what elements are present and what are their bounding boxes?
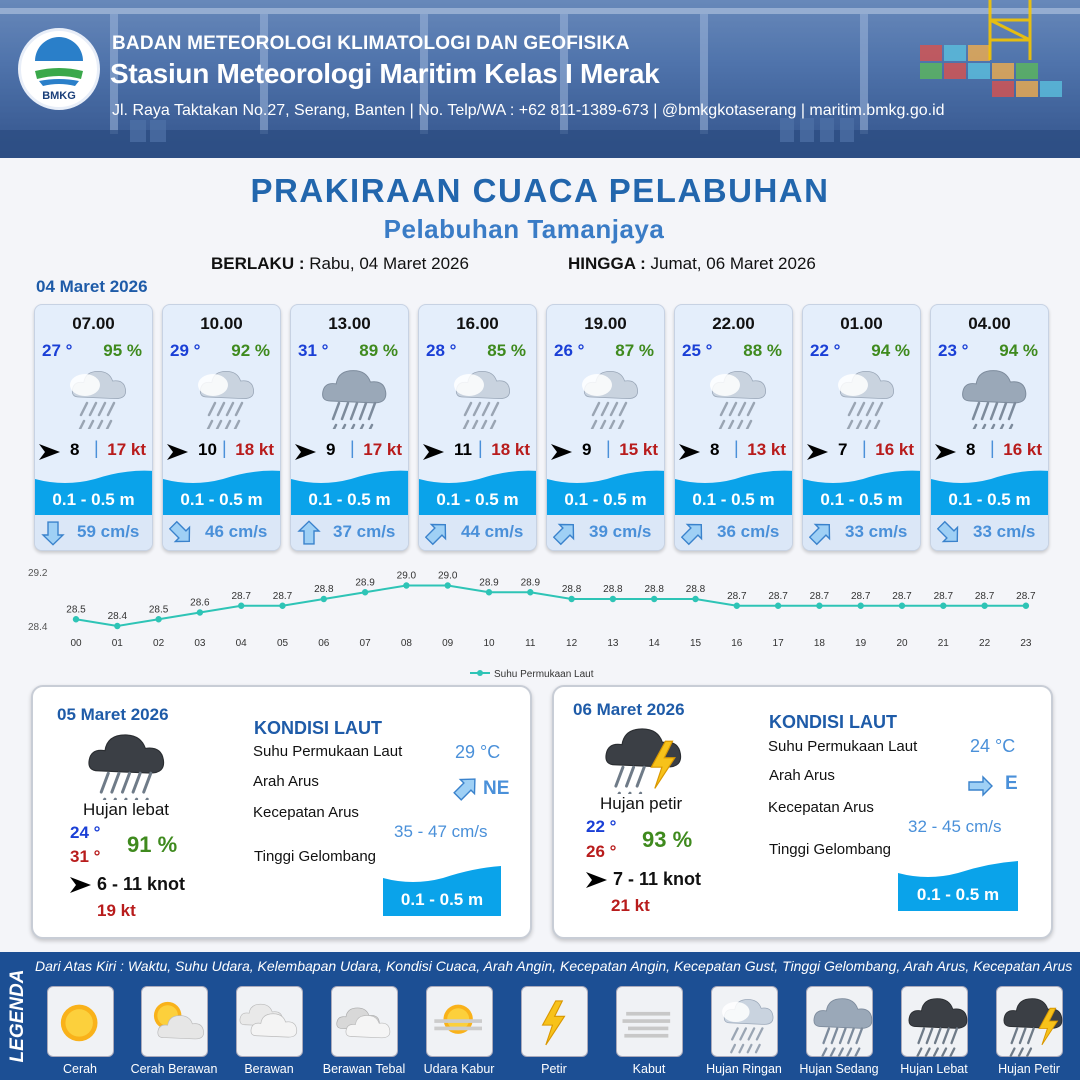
hujan-ringan-icon [827, 363, 899, 429]
legend-label: Hujan Petir [998, 1062, 1060, 1076]
sst-data-label: 28.8 [314, 584, 334, 595]
card-humidity: 94 % [999, 341, 1038, 360]
port-name: Pelabuhan Tamanjaya [383, 214, 665, 244]
legend-item [521, 986, 588, 1057]
card-gust: 17 kt [107, 440, 146, 459]
day3-date: 06 Maret 2026 [573, 700, 685, 719]
sst-data-label: 28.8 [603, 584, 623, 595]
validity-from-label: BERLAKU : [211, 254, 305, 273]
x-tick-label: 23 [1020, 638, 1032, 649]
card-wind-speed: 10 [198, 440, 217, 459]
card-temperature: 25 ° [682, 341, 713, 360]
sst-data-point [155, 616, 161, 622]
sst-data-label: 28.7 [850, 590, 871, 602]
day3-sea-heading: KONDISI LAUT [769, 712, 897, 732]
sst-data-label: 28.7 [974, 590, 995, 602]
card-time: 16.00 [456, 314, 499, 333]
legend-label: Kabut [632, 1062, 666, 1076]
sst-data-label: 28.6 [190, 597, 210, 609]
day3-gust: 21 kt [611, 896, 650, 915]
day2-sea-heading: KONDISI LAUT [254, 718, 382, 738]
org-name: BADAN METEOROLOGI KLIMATOLOGI DAN GEOFISIKA [112, 33, 630, 54]
x-tick-label: 17 [772, 638, 784, 649]
card-wind-speed: 8 [70, 440, 80, 459]
x-tick-label: 01 [111, 638, 123, 649]
day3-humidity: 93 % [642, 827, 693, 852]
x-tick-label: 10 [483, 638, 495, 649]
card-wave-height: 0.1 - 0.5 m [820, 490, 903, 509]
sst-data-label: 28.8 [561, 584, 582, 595]
card-current-speed: 36 cm/s [717, 522, 780, 541]
day2-current-speed-label: Kecepatan Arus [253, 804, 359, 821]
card-time: 10.00 [200, 314, 243, 333]
card-separator: | [350, 438, 355, 458]
card-wave-height: 0.1 - 0.5 m [948, 490, 1031, 509]
legend-item [901, 986, 968, 1057]
legend-item [47, 986, 114, 1057]
card-gust: 18 kt [491, 440, 530, 459]
contact-line: Jl. Raya Taktakan No.27, Serang, Banten | No. Telp/WA : +62 811-1389-673 | @bmkgkotaserang | maritim.bmkg.go.id [112, 102, 945, 119]
day2-tmax: 31 ° [70, 847, 101, 866]
sst-data-point [734, 603, 740, 609]
day3-weather-icon [597, 720, 683, 794]
current-direction-icon [553, 520, 577, 546]
day3-current-dir-icon [966, 774, 994, 798]
card-separator: | [222, 438, 227, 458]
legend-label: Petir [541, 1062, 567, 1076]
forecast-card [290, 304, 409, 551]
wind-direction-icon [551, 442, 573, 462]
day2-condition: Hujan lebat [83, 800, 170, 819]
forecast-card [34, 304, 153, 551]
validity-to-label: HINGGA : [568, 254, 646, 273]
legend-item [711, 986, 778, 1057]
sst-data-label: 28.8 [685, 584, 706, 595]
current-direction-icon [681, 520, 705, 546]
x-tick-label: 21 [937, 638, 949, 649]
day2-wind-direction-icon [70, 876, 92, 894]
card-gust: 16 kt [1003, 440, 1042, 459]
sst-data-label: 28.5 [66, 604, 86, 616]
current-direction-icon [169, 520, 193, 546]
card-separator: | [734, 438, 739, 458]
card-separator: | [478, 438, 483, 458]
cerah-berawan-icon [142, 987, 208, 1057]
sst-data-point [568, 596, 574, 602]
sst-data-point [73, 616, 79, 622]
legend-item [236, 986, 303, 1057]
legend-item [616, 986, 683, 1057]
legend-label: Udara Kabur [423, 1062, 495, 1076]
x-tick-label: 11 [525, 638, 536, 649]
sst-data-label: 28.7 [933, 590, 954, 602]
sst-data-label: 28.7 [727, 590, 747, 602]
day3-sst-value: 24 °C [970, 736, 1016, 756]
card-temperature: 22 ° [810, 341, 841, 360]
day2-sst-label: Suhu Permukaan Laut [253, 743, 403, 760]
card-wind-speed: 9 [326, 440, 336, 459]
udara-kabur-icon [427, 987, 493, 1057]
sst-data-point [1023, 603, 1029, 609]
sst-data-point [486, 589, 492, 595]
svg-text:LEGENDA: LEGENDA [7, 969, 28, 1063]
card-current-speed: 46 cm/s [205, 522, 268, 541]
x-tick-label: 19 [855, 638, 867, 649]
x-tick-label: 16 [731, 638, 743, 649]
legend-swatch-marker [477, 670, 483, 676]
validity-from [211, 254, 469, 274]
forecast-card [546, 304, 665, 551]
card-gust: 15 kt [619, 440, 658, 459]
sst-data-point [775, 603, 781, 609]
legend-label: Berawan Tebal [322, 1062, 406, 1076]
card-wave-height: 0.1 - 0.5 m [564, 490, 647, 509]
card-temperature: 27 ° [42, 341, 73, 360]
x-tick-label: 02 [153, 638, 165, 649]
day2-current-dir-label: Arah Arus [253, 773, 319, 790]
y-tick-label: 28.4 [28, 622, 48, 633]
sst-data-label: 28.7 [1016, 590, 1036, 602]
sst-data-point [899, 603, 905, 609]
sst-data-label: 28.5 [148, 604, 169, 616]
sst-data-label: 28.7 [272, 590, 293, 602]
card-separator: | [862, 438, 867, 458]
wind-direction-icon [167, 442, 189, 462]
day2-wave-value: 0.1 - 0.5 m [400, 890, 484, 909]
x-tick-label: 05 [276, 638, 289, 649]
card-humidity: 92 % [231, 341, 270, 360]
sst-data-label: 28.9 [520, 577, 541, 589]
sst-data-label: 29.0 [437, 570, 458, 582]
current-direction-icon [937, 520, 961, 546]
cerah-icon [48, 987, 114, 1057]
card-separator: | [990, 438, 995, 458]
card-temperature: 29 ° [170, 341, 201, 360]
sst-data-point [610, 596, 616, 602]
x-tick-label: 15 [689, 638, 702, 649]
card-separator: | [94, 438, 99, 458]
day3-wind-speed: 7 - 11 knot [613, 869, 702, 889]
day3-current-dir-label: Arah Arus [769, 767, 835, 784]
sst-data-label: 28.9 [355, 577, 375, 589]
validity-to-value: Jumat, 06 Maret 2026 [650, 254, 816, 273]
sst-data-label: 28.7 [809, 590, 830, 602]
card-time: 19.00 [584, 314, 627, 333]
bmkg-logo [18, 28, 100, 110]
legend-label: Hujan Sedang [799, 1062, 879, 1076]
card-humidity: 88 % [743, 341, 782, 360]
card-temperature: 23 ° [938, 341, 969, 360]
hujan-ringan-icon [712, 987, 778, 1057]
hujan-ringan-icon [699, 363, 771, 429]
sst-data-point [527, 589, 533, 595]
wind-direction-icon [39, 442, 61, 462]
x-tick-label: 00 [70, 638, 82, 649]
card-time: 07.00 [72, 314, 115, 333]
card-wave-height: 0.1 - 0.5 m [436, 490, 519, 509]
day3-wave-label: Tinggi Gelombang [769, 841, 892, 858]
card-current-speed: 33 cm/s [845, 522, 908, 541]
hujan-ringan-icon [59, 363, 131, 429]
legend-item [996, 986, 1063, 1057]
card-wind-speed: 9 [582, 440, 592, 459]
kabut-icon [617, 987, 683, 1057]
legend-label: Hujan Lebat [900, 1062, 968, 1076]
card-wave-height: 0.1 - 0.5 m [308, 490, 391, 509]
hujan-petir-icon [997, 987, 1063, 1057]
hujan-sedang-icon [807, 987, 873, 1057]
forecast-card [802, 304, 921, 551]
sst-data-point [114, 623, 120, 629]
wind-direction-icon [935, 442, 957, 462]
sst-series-line [76, 586, 1026, 627]
berawan-icon [237, 987, 303, 1057]
day2-date: 05 Maret 2026 [57, 705, 169, 724]
legend-item [426, 986, 493, 1057]
card-temperature: 31 ° [298, 341, 329, 360]
legend-description: Dari Atas Kiri : Waktu, Suhu Udara, Kelembapan Udara, Kondisi Cuaca, Arah Angin, Kecepatan Angin, Kecepatan Gust, Tinggi Gelombang, Arah Arus, Kecepatan Arus [35, 958, 1073, 974]
sst-data-label: 28.7 [768, 590, 788, 602]
day2-current-dir-value: NE [483, 778, 510, 799]
day2-wind-speed: 6 - 11 knot [97, 874, 186, 894]
card-current-speed: 37 cm/s [333, 522, 396, 541]
x-tick-label: 13 [607, 638, 619, 649]
svg-text:BMKG: BMKG [42, 90, 76, 102]
card-humidity: 89 % [359, 341, 398, 360]
page-title: PRAKIRAAN CUACA PELABUHAN [250, 172, 830, 209]
day3-current-dir-value: E [1005, 773, 1018, 794]
sst-data-point [197, 609, 203, 615]
day2-weather-icon [80, 726, 166, 800]
day3-wind-direction-icon [586, 871, 608, 889]
card-wind-speed: 8 [710, 440, 720, 459]
card-separator: | [606, 438, 611, 458]
card-wind-speed: 11 [454, 440, 472, 459]
day1-date: 04 Maret 2026 [36, 277, 148, 296]
card-temperature: 28 ° [426, 341, 457, 360]
day3-sst-label: Suhu Permukaan Laut [768, 738, 918, 755]
card-time: 01.00 [840, 314, 883, 333]
legend-label: Cerah [62, 1062, 98, 1076]
x-tick-label: 03 [194, 638, 206, 649]
day2-gust: 19 kt [97, 901, 136, 920]
sst-data-point [279, 603, 285, 609]
x-tick-label: 20 [896, 638, 908, 649]
hujan-lebat-icon [902, 987, 968, 1057]
chart-legend-label: Suhu Permukaan Laut [494, 669, 594, 680]
legend-item [806, 986, 873, 1057]
current-direction-icon [425, 520, 449, 546]
day3-tmin: 22 ° [586, 817, 617, 836]
current-direction-icon [809, 520, 833, 546]
card-gust: 13 kt [747, 440, 786, 459]
sst-data-point [321, 596, 327, 602]
card-time: 22.00 [712, 314, 755, 333]
card-current-speed: 59 cm/s [77, 522, 140, 541]
wind-direction-icon [679, 442, 701, 462]
sst-data-point [445, 582, 451, 588]
day2-current-dir-icon [452, 774, 480, 802]
card-wind-speed: 8 [966, 440, 976, 459]
sst-data-point [651, 596, 657, 602]
legend-label: Berawan [244, 1062, 294, 1076]
validity-from-value: Rabu, 04 Maret 2026 [309, 254, 469, 273]
day2-tmin: 24 ° [70, 823, 101, 842]
hujan-ringan-icon [443, 363, 515, 429]
x-tick-label: 12 [566, 638, 578, 649]
card-humidity: 94 % [871, 341, 910, 360]
sst-data-label: 28.9 [479, 577, 499, 589]
sst-data-label: 29.0 [396, 570, 417, 582]
sst-data-label: 28.4 [107, 611, 128, 622]
wind-direction-icon [295, 442, 317, 462]
day2-humidity: 91 % [127, 832, 178, 857]
card-wave-height: 0.1 - 0.5 m [180, 490, 263, 509]
petir-icon [522, 987, 588, 1057]
day3-tmax: 26 ° [586, 842, 617, 861]
legend-label: Hujan Ringan [706, 1062, 782, 1076]
sst-data-point [362, 589, 368, 595]
legend-heading [0, 952, 32, 1080]
day2-current-speed-value: 35 - 47 cm/s [394, 822, 488, 841]
day3-current-speed-label: Kecepatan Arus [768, 799, 874, 816]
sst-data-label: 28.7 [892, 590, 912, 602]
day3-wave-value: 0.1 - 0.5 m [916, 885, 1000, 904]
sst-data-label: 28.8 [644, 584, 664, 595]
x-tick-label: 08 [400, 638, 412, 649]
x-tick-label: 09 [442, 638, 454, 649]
card-wave-height: 0.1 - 0.5 m [52, 490, 135, 509]
card-current-speed: 39 cm/s [589, 522, 652, 541]
sst-data-point [940, 603, 946, 609]
wind-direction-icon [807, 442, 829, 462]
hujan-ringan-icon [571, 363, 643, 429]
current-direction-icon [41, 520, 65, 546]
x-tick-label: 07 [359, 638, 371, 649]
card-time: 04.00 [968, 314, 1011, 333]
card-humidity: 87 % [615, 341, 654, 360]
forecast-card [930, 304, 1049, 551]
card-humidity: 85 % [487, 341, 526, 360]
sst-data-point [858, 603, 864, 609]
card-gust: 17 kt [363, 440, 402, 459]
hujan-sedang-icon [315, 363, 387, 429]
forecast-card [162, 304, 281, 551]
sst-data-point [238, 603, 244, 609]
day3-condition: Hujan petir [600, 794, 683, 813]
legend-label: Cerah Berawan [130, 1062, 218, 1076]
hujan-ringan-icon [187, 363, 259, 429]
card-wind-speed: 7 [838, 440, 848, 459]
x-tick-label: 04 [235, 638, 247, 649]
day2-wave-label: Tinggi Gelombang [254, 848, 377, 865]
sst-chart [26, 560, 1056, 685]
forecast-card [418, 304, 537, 551]
card-current-speed: 44 cm/s [461, 522, 524, 541]
berawan-tebal-icon [332, 987, 398, 1057]
card-humidity: 95 % [103, 341, 142, 360]
legend-item [331, 986, 398, 1057]
x-tick-label: 22 [979, 638, 991, 649]
hujan-sedang-icon [955, 363, 1027, 429]
day2-sst-value: 29 °C [455, 742, 501, 762]
card-time: 13.00 [328, 314, 371, 333]
station-name: Stasiun Meteorologi Maritim Kelas I Merak [110, 58, 660, 89]
card-gust: 16 kt [875, 440, 914, 459]
card-gust: 18 kt [235, 440, 274, 459]
y-tick-label: 29.2 [28, 568, 48, 579]
sst-data-point [692, 596, 698, 602]
x-tick-label: 18 [813, 638, 825, 649]
validity-to [568, 254, 816, 274]
card-temperature: 26 ° [554, 341, 585, 360]
day3-current-speed-value: 32 - 45 cm/s [908, 817, 1002, 836]
sst-data-point [981, 603, 987, 609]
legend-item [141, 986, 208, 1057]
sst-data-point [816, 603, 822, 609]
forecast-card [674, 304, 793, 551]
x-tick-label: 14 [648, 638, 660, 649]
card-current-speed: 33 cm/s [973, 522, 1036, 541]
wind-direction-icon [423, 442, 445, 462]
current-direction-icon [297, 520, 321, 546]
sst-data-label: 28.7 [231, 590, 251, 602]
card-wave-height: 0.1 - 0.5 m [692, 490, 775, 509]
sst-data-point [403, 582, 409, 588]
x-tick-label: 06 [318, 638, 330, 649]
